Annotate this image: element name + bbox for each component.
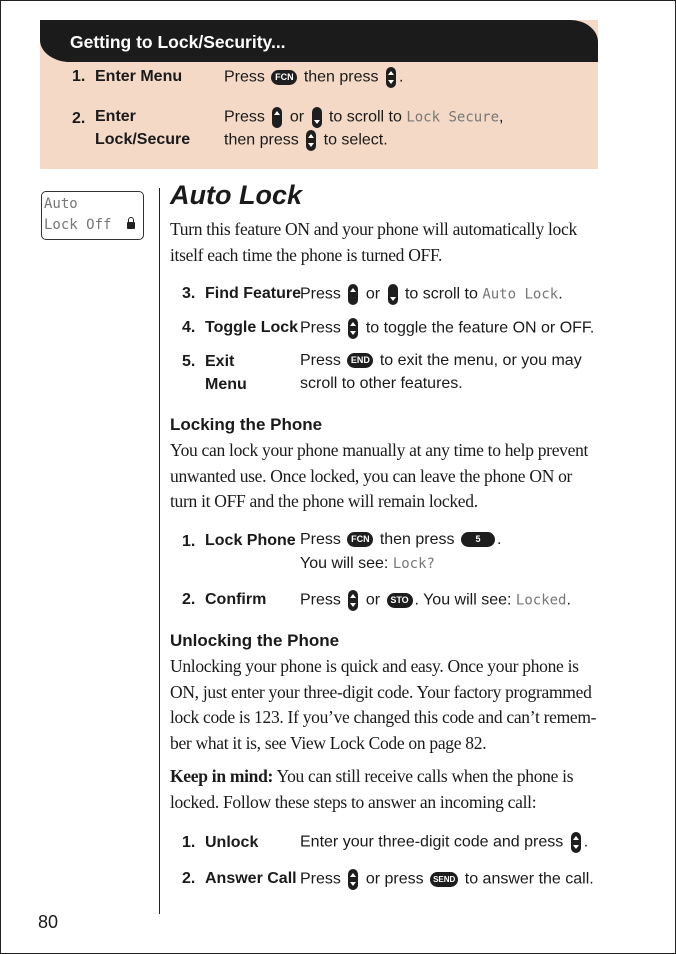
step-text: Press <box>300 285 341 303</box>
step-text: . <box>496 531 502 548</box>
five-key-icon: 5 <box>461 532 495 547</box>
step-description <box>224 67 403 88</box>
step-text: or <box>289 108 305 126</box>
step-number: 4. <box>182 319 196 336</box>
step-text: Press <box>300 870 341 888</box>
step-text: . You will see: <box>414 591 512 609</box>
display-text: Lock Secure <box>406 109 500 126</box>
step-text: to select. <box>323 131 388 149</box>
display-text: Auto Lock <box>482 286 559 303</box>
step-text: Press <box>300 591 341 609</box>
step-text: then press <box>224 131 299 149</box>
step-description <box>300 590 571 611</box>
page-number: 80 <box>38 912 59 932</box>
step-description <box>224 107 504 128</box>
scroll-key-icon <box>348 869 358 890</box>
step-text: , <box>499 108 504 126</box>
section-heading: Locking the Phone <box>170 415 323 434</box>
scroll-up-key-icon <box>348 284 358 305</box>
step-description <box>300 531 501 549</box>
step-number: 2. <box>182 870 196 887</box>
step-text: or <box>365 591 381 609</box>
fcn-key-icon: FCN <box>271 70 297 85</box>
lock-icon <box>127 222 135 229</box>
display-text: Locked <box>515 592 567 609</box>
keep-in-mind-label: Keep in mind: <box>170 766 274 786</box>
step-number: 2. <box>72 110 86 127</box>
step-text: or press <box>365 870 424 888</box>
step-text: . <box>558 285 563 303</box>
section-title: Auto Lock <box>170 180 302 210</box>
vertical-divider <box>159 188 160 914</box>
send-key-icon: SEND <box>430 872 458 887</box>
step-text: Press <box>300 352 341 369</box>
step-description <box>300 555 435 573</box>
step-description <box>300 832 588 853</box>
step-label: Unlock <box>205 834 259 851</box>
step-text: Press <box>224 68 265 86</box>
scroll-down-key-icon <box>388 284 398 305</box>
step-number: 1. <box>182 533 196 550</box>
keep-in-mind-text: You can still receive calls when the phone is locked. Follow these steps to answer an incoming call: <box>170 766 574 812</box>
scroll-up-key-icon <box>272 107 282 128</box>
scroll-key-icon <box>348 318 358 339</box>
lcd-line-1: Auto <box>44 196 78 212</box>
step-label: Lock/Secure <box>95 131 191 148</box>
end-key-icon: END <box>347 353 373 368</box>
auto-lock-body: Turn this feature ON and your phone will automatically lock itself each time the phone is turned OFF. <box>170 219 577 265</box>
scroll-key-icon <box>571 832 581 853</box>
step-number: 2. <box>182 591 196 608</box>
step-description <box>300 284 563 305</box>
header-title: Getting to Lock/Security... <box>70 32 286 52</box>
step-label: Menu <box>205 376 247 393</box>
fcn-key-icon: FCN <box>347 532 373 547</box>
step-text: Enter your three-digit code and press <box>300 833 564 851</box>
step-number: 5. <box>182 353 196 370</box>
keep-in-mind-note <box>170 764 600 815</box>
step-number: 1. <box>72 68 86 85</box>
step-text: . <box>583 833 589 851</box>
step-number: 1. <box>182 834 196 851</box>
step-label: Find Feature <box>205 285 302 302</box>
display-text: Lock? <box>392 556 435 572</box>
step-label: Exit <box>205 353 235 370</box>
scroll-key-icon <box>348 590 358 611</box>
section-heading: Unlocking the Phone <box>170 631 340 650</box>
step-text: to answer the call. <box>464 870 594 888</box>
sto-key-icon: STO <box>387 593 413 608</box>
scroll-down-key-icon <box>312 107 322 128</box>
step-label: Enter Menu <box>95 68 183 85</box>
step-description: scroll to other features. <box>300 375 463 392</box>
step-description <box>300 869 594 890</box>
step-text: You will see: <box>300 555 389 572</box>
step-description <box>300 352 582 370</box>
unlocking-body: Unlocking your phone is quick and easy. Once your phone is ON, just enter your three-digit code. Your factory programmed lock code is 123. If you’ve changed this code and can’t remem-ber what it is, see View Lock Code on page 82. <box>170 656 597 753</box>
step-text: then press <box>303 68 379 86</box>
step-text: Press <box>300 319 341 337</box>
step-description <box>224 130 388 151</box>
step-number: 3. <box>182 285 196 302</box>
step-text: . <box>398 68 404 86</box>
step-text: to toggle the feature ON or OFF. <box>365 319 595 337</box>
scroll-key-icon <box>306 130 316 151</box>
step-text: to scroll to <box>328 108 402 126</box>
step-label: Lock Phone <box>205 532 296 549</box>
step-description <box>300 318 594 339</box>
step-text: or <box>365 285 381 303</box>
step-text: Press <box>224 108 265 126</box>
step-label: Confirm <box>205 591 267 608</box>
step-label: Toggle Lock <box>205 319 299 336</box>
scroll-key-icon <box>386 67 396 88</box>
step-text: Press <box>300 531 341 548</box>
lcd-line-2: Lock Off <box>44 217 112 233</box>
lcd-display <box>41 191 144 240</box>
locking-body: You can lock your phone manually at any time to help prevent unwanted use. Once locked, you can leave the phone ON or turn it OFF and the phone will remain locked. <box>170 440 589 511</box>
step-label: Enter <box>95 108 136 125</box>
step-text: . <box>566 591 571 609</box>
step-text: to exit the menu, or you may <box>379 352 582 369</box>
step-text: to scroll to <box>404 285 478 303</box>
step-label: Answer Call <box>205 870 297 887</box>
step-text: then press <box>379 531 455 548</box>
